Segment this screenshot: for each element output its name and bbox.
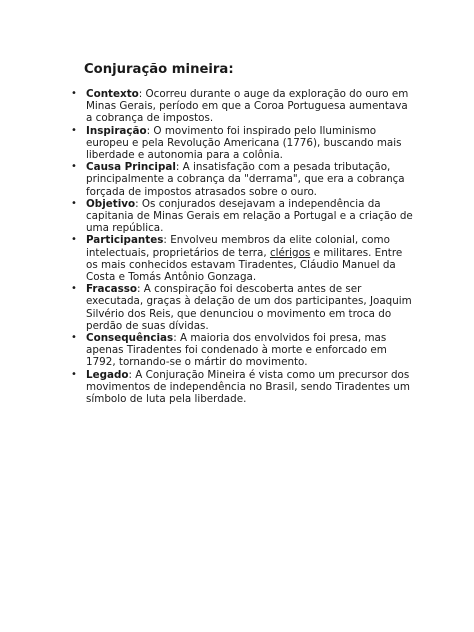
bullet-icon: • [71, 283, 77, 295]
list-item-inspiracao [70, 125, 415, 162]
bullet-icon: • [71, 124, 77, 136]
document-title: Conjuração mineira: [84, 62, 234, 77]
item-text: : Os conjurados desejavam a independência da capitania de Minas Gerais em relação a Portugal e a criação de uma república. [86, 197, 413, 235]
bullet-list [70, 88, 415, 405]
list-item-participantes [70, 234, 415, 283]
bullet-icon: • [71, 88, 77, 99]
bullet-icon: • [71, 368, 77, 380]
item-text: : Ocorreu durante o auge da exploração do ouro em Minas Gerais, período em que a Coroa Portuguesa aumentava a cobrança de impostos. [86, 88, 409, 125]
item-text: : A maioria dos envolvidos foi presa, mas apenas Tiradentes foi condenado à morte e enforcado em 1792, tornando-se o mártir do movimento. [86, 332, 387, 369]
bullet-icon: • [71, 161, 77, 173]
item-text: : A conspiração foi descoberta antes de ser executada, graças à delação de um dos participantes, Joaquim Silvério dos Reis, que denunciou o movimento em troca do perdão de suas dívidas. [86, 283, 412, 332]
list-item-contexto [70, 88, 415, 125]
list-item-objetivo [70, 198, 415, 235]
item-term: Objetivo [86, 197, 136, 210]
list-item-legado [70, 369, 415, 406]
item-text: : O movimento foi inspirado pelo Iluminismo europeu e pela Revolução Americana (1776), buscando mais liberdade e autonomia para a colônia. [86, 124, 402, 162]
item-term: Contexto [86, 88, 139, 100]
item-text-after: e militares. Entre os mais conhecidos estavam Tiradentes, Cláudio Manuel da Costa e Tomás Antônio Gonzaga. [86, 246, 403, 284]
item-text: : A Conjuração Mineira é vista como um precursor dos movimentos de independência no Brasil, sendo Tiradentes um símbolo de luta pela liberdade. [86, 368, 410, 406]
item-text-before: : Envolveu membros da elite colonial, como intelectuais, proprietários de terra, [86, 234, 390, 259]
item-term: Legado [86, 368, 129, 381]
item-term: Causa Principal [86, 161, 176, 174]
item-text: : A insatisfação com a pesada tributação, principalmente a cobrança da "derrama", que era a cobrança forçada de impostos atrasados sobre o ouro. [86, 161, 405, 198]
item-term: Fracasso [86, 283, 138, 296]
item-term: Consequências [86, 332, 174, 345]
bullet-icon: • [71, 197, 77, 209]
item-term: Participantes [86, 234, 164, 247]
list-item-consequencias [70, 332, 415, 369]
bullet-icon: • [71, 234, 77, 246]
item-term: Inspiração [86, 124, 147, 137]
list-item-fracasso [70, 283, 415, 332]
bullet-icon: • [71, 332, 77, 344]
clerigos-link[interactable]: clérigos [269, 246, 311, 259]
list-item-causa-principal [70, 161, 415, 198]
